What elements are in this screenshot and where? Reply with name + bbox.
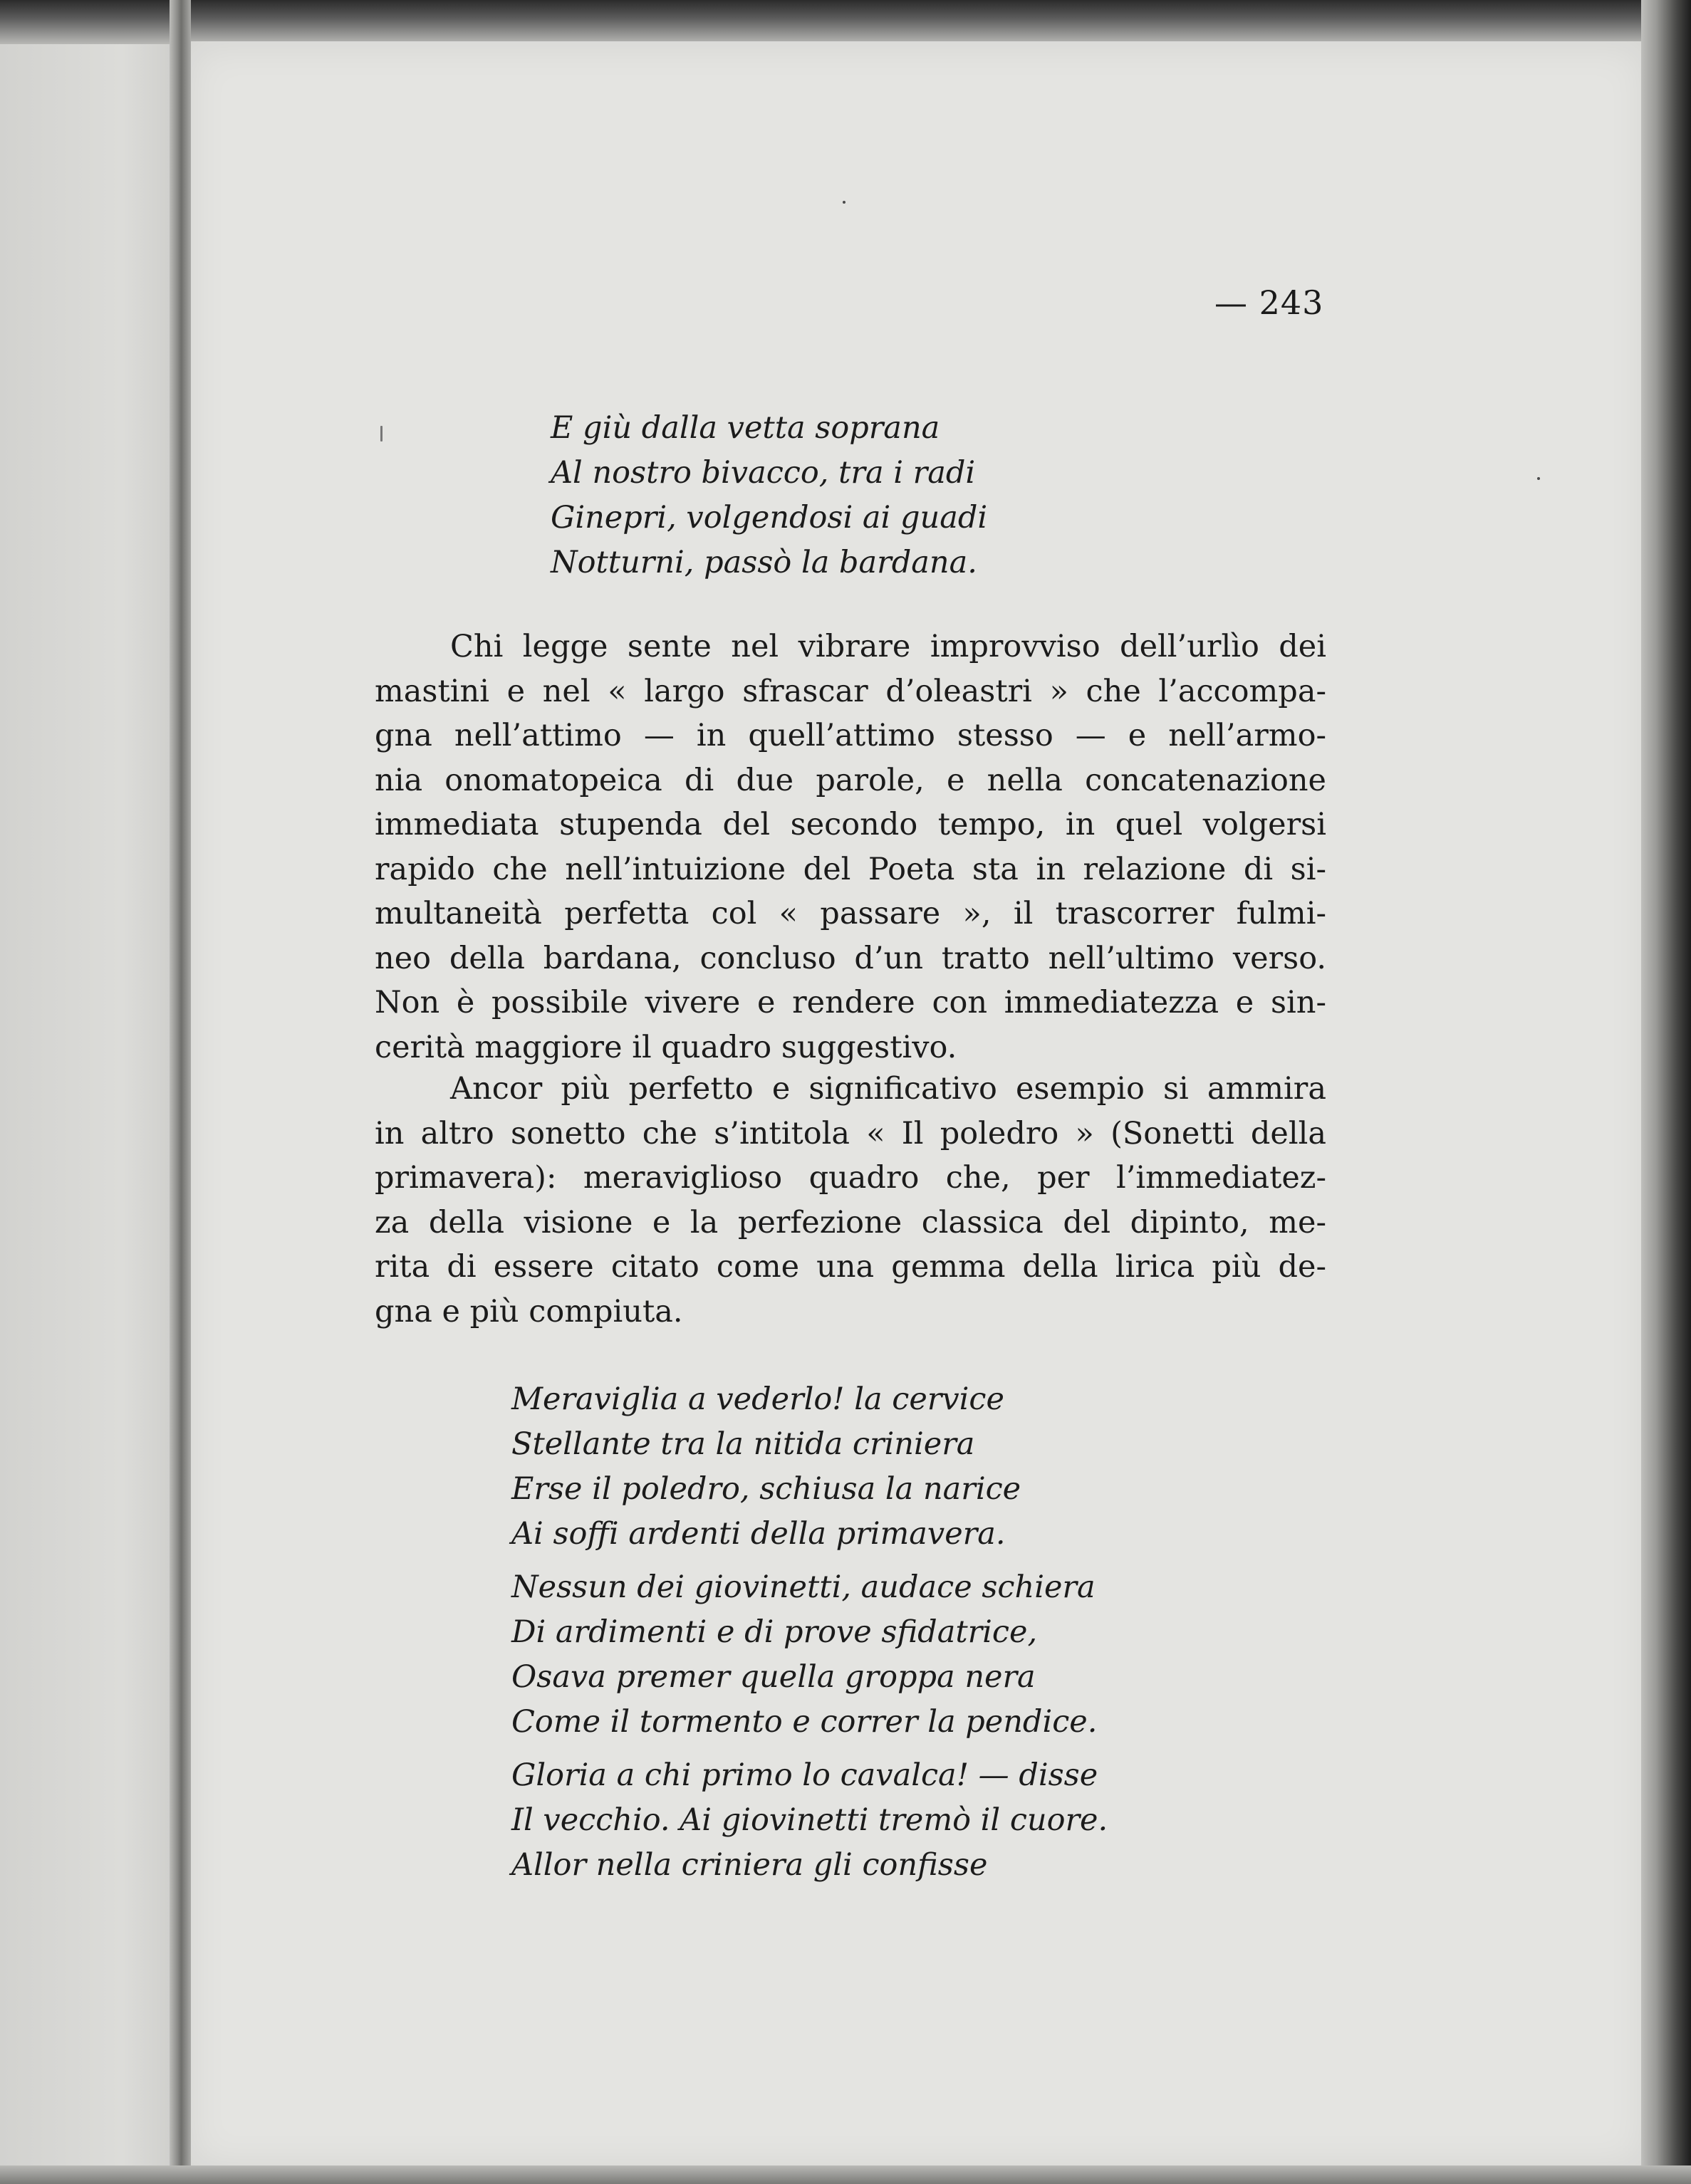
prose-line: primavera): meraviglioso quadro che, per l’immediatez- (375, 1160, 1326, 1196)
verse-line: Stellante tra la nitida criniera (511, 1426, 975, 1462)
verse-line: Notturni, passò la bardana. (551, 545, 977, 580)
verse-line: Meraviglia a vederlo! la cervice (511, 1381, 1004, 1417)
prose-line: Ancor più perfetto e significativo esempio si ammira (450, 1071, 1326, 1107)
paper-speck (843, 201, 846, 204)
verse-line: Il vecchio. Ai giovinetti tremò il cuore. (511, 1802, 1108, 1838)
page-number: — 243 (1214, 283, 1324, 322)
prose-line: nia onomatopeica di due parole, e nella concatenazione (375, 762, 1326, 798)
paragraph-1 (375, 625, 1326, 1070)
prose-line: rapido che nell’intuizione del Poeta sta in relazione di si- (375, 851, 1326, 887)
verse-line: Osava premer quella groppa nera (511, 1659, 1036, 1695)
prose-line: Chi legge sente nel vibrare improvviso dell’urlìo dei (450, 629, 1326, 664)
paragraph-2 (375, 1067, 1326, 1334)
book-gutter (170, 0, 191, 2184)
paper-speck (1537, 477, 1540, 480)
verse-line: Erse il poledro, schiusa la narice (511, 1471, 1021, 1507)
verse-line: Allor nella criniera gli confisse (511, 1847, 988, 1883)
verse-line: Ginepri, volgendosi ai guadi (551, 500, 988, 535)
verse-stanza-2 (511, 1377, 1108, 1888)
verse-line: Come il tormento e correr la pendice. (511, 1704, 1098, 1740)
verse-line: Di ardimenti e di prove sfidatrice, (511, 1614, 1038, 1650)
prose-line: cerità maggiore il quadro suggestivo. (375, 1029, 957, 1065)
verse-line: Gloria a chi primo lo cavalca! — disse (511, 1757, 1098, 1793)
verse-line: Ai soffi ardenti della primavera. (511, 1516, 1006, 1552)
prose-line: za della visione e la perfezione classica del dipinto, me- (375, 1204, 1326, 1240)
prose-line: immediata stupenda del secondo tempo, in quel volgersi (375, 807, 1326, 842)
verse-stanza-1 (551, 406, 987, 585)
prose-line: rita di essere citato come una gemma della lirica più de- (375, 1249, 1326, 1285)
prose-line: in altro sonetto che s’intitola « Il poledro » (Sonetti della (375, 1115, 1326, 1151)
left-page-edge (0, 0, 175, 2184)
prose-line: multaneità perfetta col « passare », il trascorrer fulmi- (375, 896, 1326, 931)
right-book-edge (1641, 0, 1691, 2184)
paper-mark (380, 426, 383, 441)
prose-line: mastini e nel « largo sfrascar d’oleastri » che l’accompa- (375, 673, 1326, 709)
prose-line: gna nell’attimo — in quell’attimo stesso — e nell’armo- (375, 718, 1326, 753)
prose-line: neo della bardana, concluso d’un tratto nell’ultimo verso. (375, 940, 1326, 976)
verse-line: E giù dalla vetta soprana (551, 410, 940, 446)
verse-line: Nessun dei giovinetti, audace schiera (511, 1569, 1096, 1605)
top-book-edge (0, 0, 1691, 44)
verse-line: Al nostro bivacco, tra i radi (551, 455, 976, 491)
prose-line: gna e più compiuta. (375, 1293, 683, 1329)
bottom-book-edge (0, 2165, 1691, 2184)
prose-line: Non è possibile vivere e rendere con immediatezza e sin- (375, 985, 1326, 1020)
